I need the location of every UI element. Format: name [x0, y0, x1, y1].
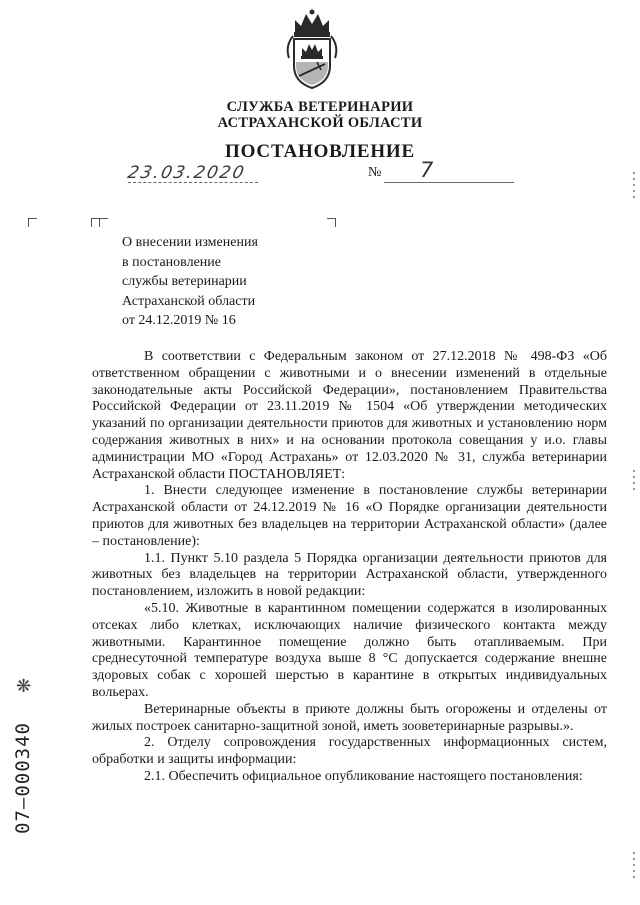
- margin-mark-icon: ❋: [16, 676, 32, 697]
- subject-line: службы ветеринарии: [122, 274, 247, 290]
- organization-name-line1: СЛУЖБА ВЕТЕРИНАРИИ: [226, 99, 414, 115]
- number-label: №: [368, 165, 382, 180]
- handwritten-date: 23.03.2020: [125, 163, 248, 183]
- document-body: [92, 349, 607, 786]
- registration-stamp: [8, 715, 38, 845]
- body-paragraph-quote-cont: Ветеринарные объекты в приюте должны быть огорожены и отделены от жилых построек санитарно-защитной зоной, иметь зооветеринарные разрывы.».: [92, 701, 607, 734]
- subject-block: [122, 233, 258, 331]
- corner-mark-right: [327, 218, 336, 227]
- coat-of-arms-emblem: [281, 6, 343, 92]
- subject-line: в постановление: [122, 254, 221, 270]
- corner-mark-left: [28, 218, 37, 227]
- document-type-title: ПОСТАНОВЛЕНИЕ: [225, 141, 415, 162]
- corner-mark-left-inner-2: [99, 218, 108, 227]
- number-underline: [384, 182, 514, 183]
- scan-edge-artifact: [633, 852, 635, 878]
- body-paragraph-item-1-1: 1.1. Пункт 5.10 раздела 5 Порядка организации деятельности приютов для животных без владельцев на территории Астраханской области, утвержденного постановлением, изложить в новой редакции:: [92, 550, 607, 600]
- body-paragraph-item-2-1: 2.1. Обеспечить официальное опубликование настоящего постановления:: [144, 768, 583, 784]
- body-paragraph-preamble: В соответствии с Федеральным законом от 27.12.2018 № 498-ФЗ «Об ответственном обращении с животными и о внесении изменений в отдельные законодательные акты Российской Федерации», постановлением Правительства Российской Федерации от 23.11.2019 № 1504 «Об утверждении методических указаний по организации деятельности приютов для животных и установлению норм содержания животных в них» и на основании протокола совещания у и.о. главы администрации МО «Город Астрахань» от 12.03.2020 № 31, служба ветеринарии Астраханской области ПОСТАНОВЛЯЕТ:: [92, 349, 607, 482]
- scan-edge-artifact: [633, 470, 635, 492]
- body-paragraph-quote-5-10: «5.10. Животные в карантинном помещении содержатся в изолированных отсеках либо клетках, исключающих наличие физического контакта между животными. Карантинное помещение должно быть отапливаемым. При среднесуточной температуре воздуха выше 8 °С допускается содержание внешне здоровых собак с хорошей шерстью в карантине в открытых индивидуальных вольерах.: [92, 600, 607, 700]
- body-paragraph-item-1: 1. Внести следующее изменение в постановление службы ветеринарии Астраханской области от 24.12.2019 № 16 «О Порядке организации деятельности приютов для животных без владельцев на территории Астраханской области» (далее – постановление):: [92, 483, 607, 549]
- body-paragraph-item-2: 2. Отделу сопровождения государственных информационных систем, обработки и защиты информации:: [92, 735, 607, 768]
- subject-line: О внесении изменения: [122, 235, 258, 250]
- subject-line: от 24.12.2019 № 16: [122, 313, 236, 329]
- organization-name-line2: АСТРАХАНСКОЙ ОБЛАСТИ: [217, 115, 423, 131]
- scan-edge-artifact: [633, 172, 635, 202]
- registration-number: 07—000340: [12, 722, 34, 834]
- subject-line: Астраханской области: [122, 293, 256, 309]
- date-underline: [128, 182, 258, 183]
- handwritten-number: 7: [420, 158, 434, 182]
